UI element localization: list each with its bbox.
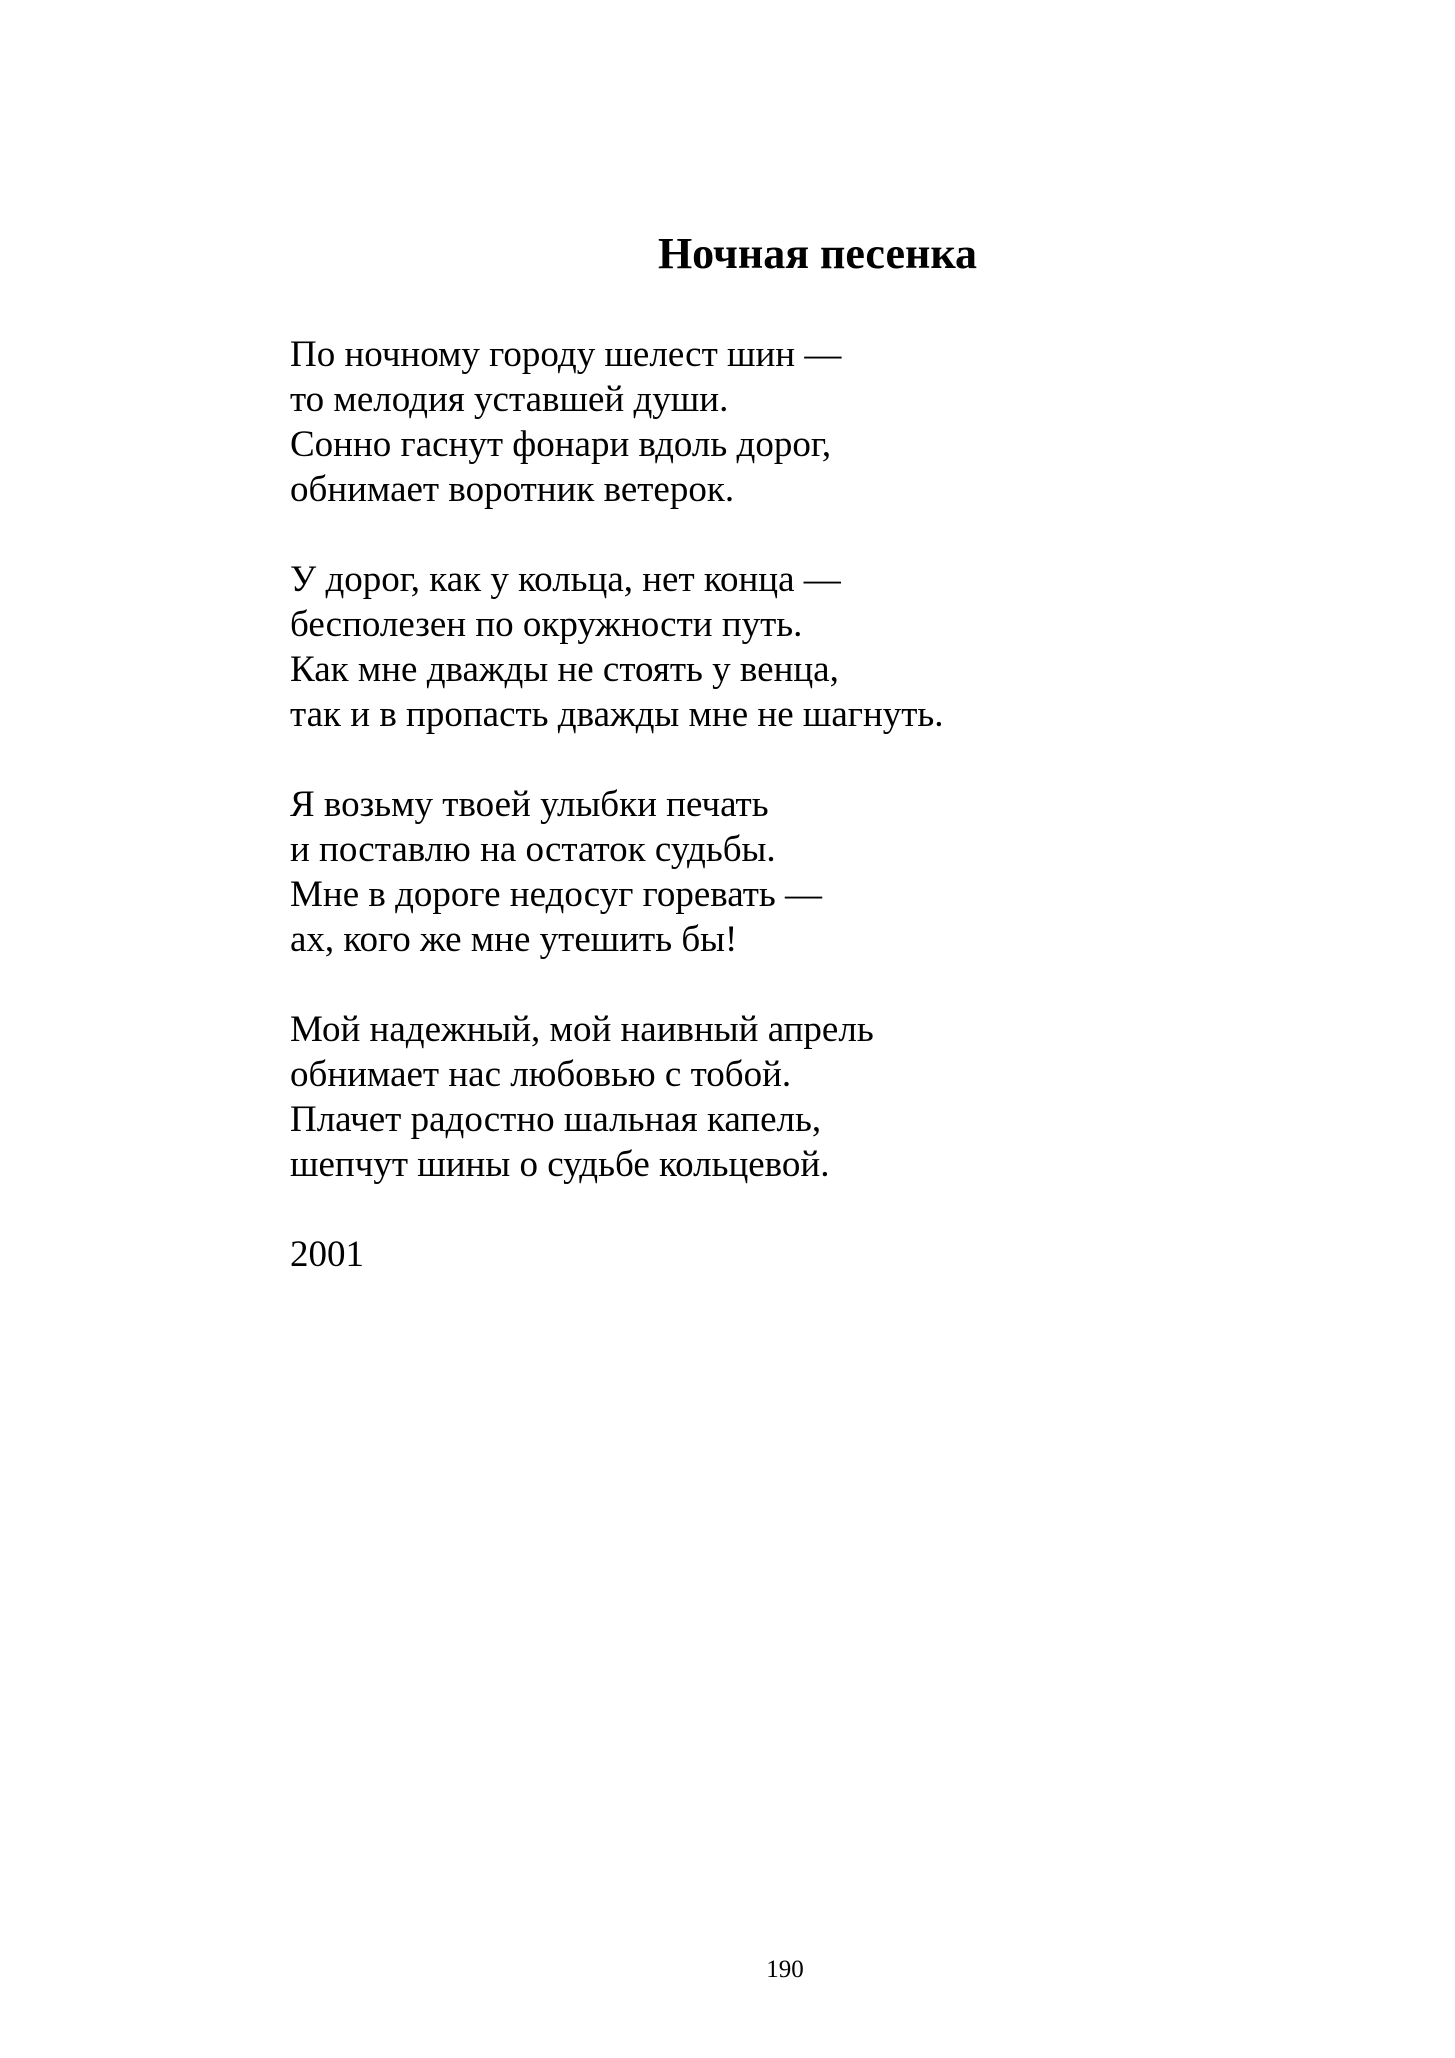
poem-line: Сонно гаснут фонари вдоль дорог, [290,424,832,465]
stanza-3 [290,782,1350,962]
poem-line: Мой надежный, мой наивный апрель [290,1009,874,1050]
poem-line: У дорог, как у кольца, нет конца — [290,559,841,600]
poem-line: По ночному городу шелест шин — [290,334,842,375]
page-number: 190 [766,1956,804,1983]
stanza-1 [290,332,1350,512]
poem-line: Мне в дороге недосуг горевать — [290,874,823,915]
poem-line: шепчут шины о судьбе кольцевой. [290,1144,830,1185]
poem-line: бесполезен по окружности путь. [290,604,803,645]
poem-line: обнимает нас любовью с тобой. [290,1054,792,1095]
poem-line: обнимает воротник ветерок. [290,469,735,510]
poem-line: Плачет радостно шальная капель, [290,1099,822,1140]
poem-year: 2001 [290,1234,364,1275]
poem-line: то мелодия уставшей души. [290,379,729,420]
poem-title: Ночная песенка [657,229,978,278]
poem-line: ах, кого же мне утешить бы! [290,919,738,960]
poem-line: Я возьму твоей улыбки печать [290,784,769,825]
stanza-4 [290,1007,1350,1187]
poem-line: Как мне дважды не стоять у венца, [290,649,839,690]
poem-line: и поставлю на остаток судьбы. [290,829,776,870]
poem-line: так и в пропасть дважды мне не шагнуть. [290,694,944,735]
stanza-2 [290,557,1350,737]
poem-body [290,332,1350,1277]
